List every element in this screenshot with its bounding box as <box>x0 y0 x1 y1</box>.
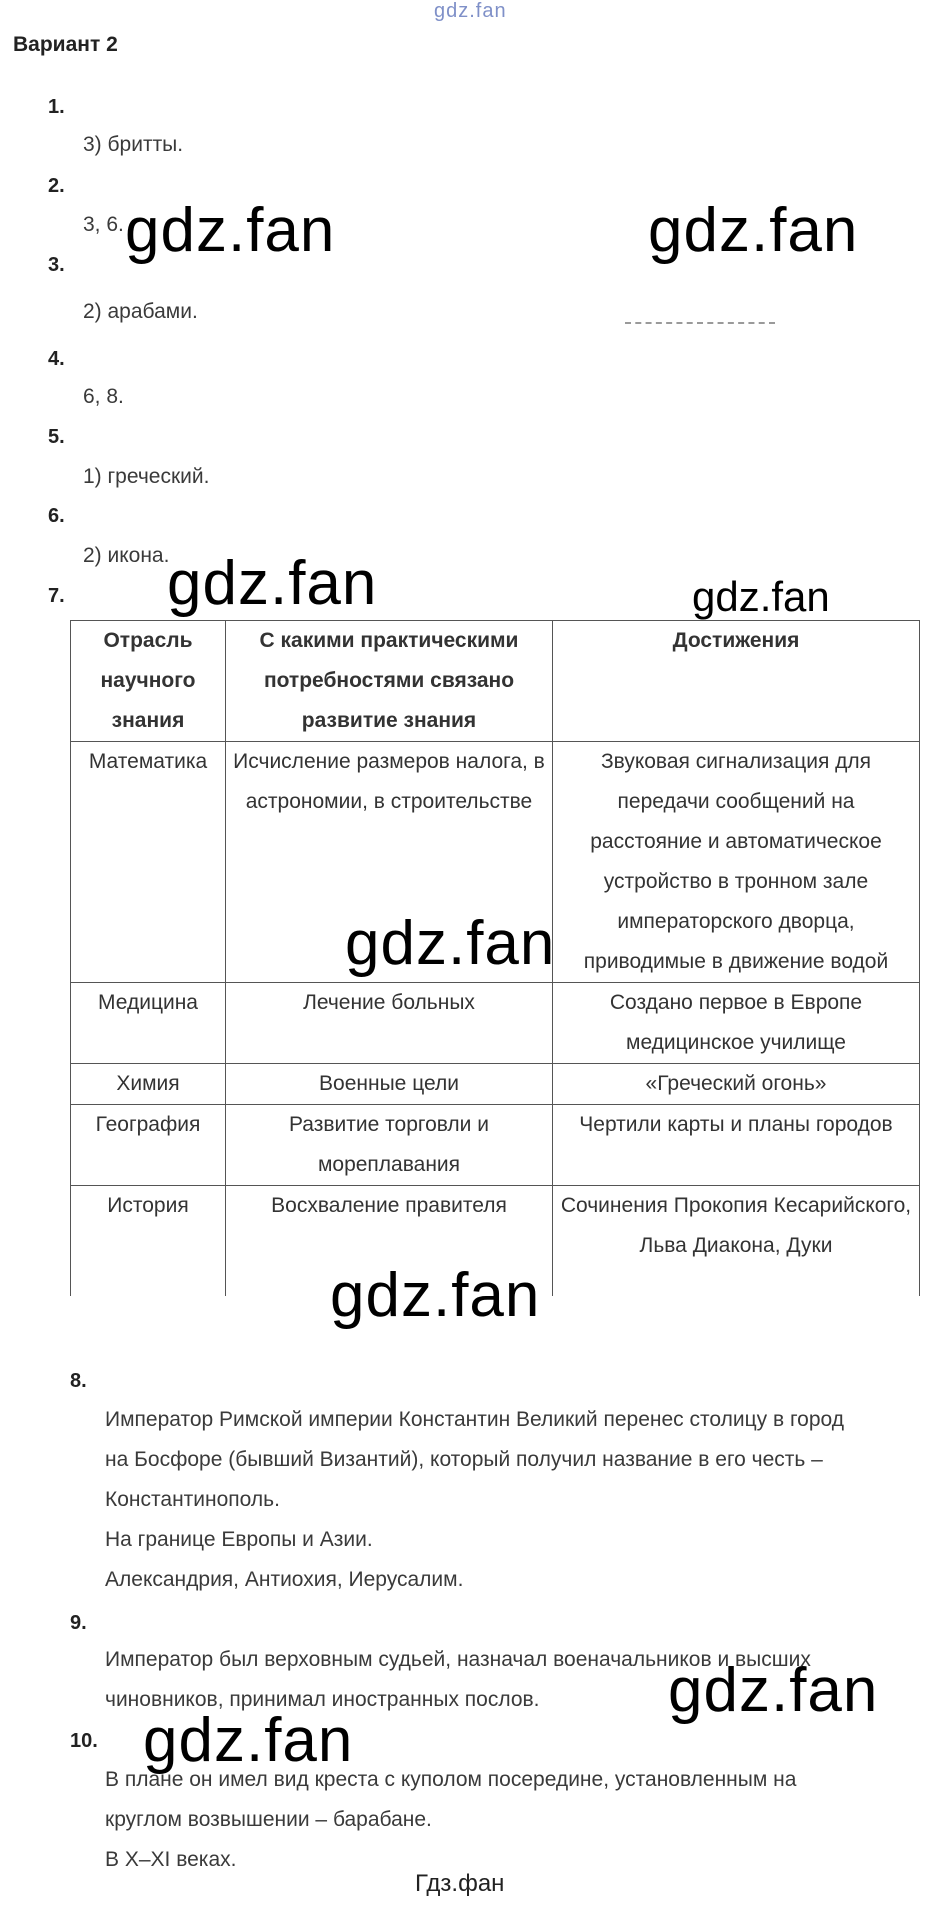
table-cell: География <box>71 1105 226 1186</box>
answer-8-line: Император Римской империи Константин Великий перенес столицу в город <box>105 1408 844 1431</box>
answer-10-line: В X–XI веках. <box>105 1848 237 1871</box>
table-row <box>71 983 920 1064</box>
table-cell: Математика <box>71 742 226 983</box>
answer-8-line: Константинополь. <box>105 1488 280 1511</box>
answer-5-number: 5. <box>48 426 65 448</box>
table-header-cell: С какими практическими потребностями связано развитие знания <box>226 621 553 742</box>
answer-8-line: На границе Европы и Азии. <box>105 1528 373 1551</box>
answer-6-text: 2) икона. <box>83 544 170 567</box>
answer-8-number: 8. <box>70 1370 87 1392</box>
footer-text: Гдз.фан <box>415 1870 505 1897</box>
answer-8-line: на Босфоре (бывший Византий), который получил название в его честь – <box>105 1448 823 1471</box>
table-cell: Сочинения Прокопия Кесарийского, Льва Диакона, Дуки <box>553 1186 920 1296</box>
watermark: gdz.fan <box>692 573 830 620</box>
page-title: Вариант 2 <box>13 33 118 56</box>
table-cell: Исчисление размеров налога, в астрономии, в строительстве <box>226 742 553 983</box>
table-cell: Чертили карты и планы городов <box>553 1105 920 1186</box>
table-cell: Развитие торговли и мореплавания <box>226 1105 553 1186</box>
dashed-line <box>625 322 775 324</box>
table-cell: Военные цели <box>226 1064 553 1105</box>
answer-10-line: В плане он имел вид креста с куполом посередине, установленным на <box>105 1768 797 1791</box>
answer-1-text: 3) бритты. <box>83 133 184 156</box>
answer-6-number: 6. <box>48 505 65 527</box>
watermark: gdz.fan <box>668 1656 879 1725</box>
table-row <box>71 1105 920 1186</box>
table-header-row <box>71 621 920 742</box>
answer-9-line: чиновников, принимал иностранных послов. <box>105 1688 540 1711</box>
table-header-cell: Достижения <box>553 621 920 742</box>
answer-4-number: 4. <box>48 348 65 370</box>
answer-3-text: 2) арабами. <box>83 300 198 323</box>
watermark: gdz.fan <box>167 549 378 618</box>
table-cell: Звуковая сигнализация для передачи сообщений на расстояние и автоматическое устройство в тронном зале императорского дворца, приводимые в движение водой <box>553 742 920 983</box>
table-cell: История <box>71 1186 226 1296</box>
answer-10-line: круглом возвышении – барабане. <box>105 1808 432 1831</box>
table-cell: Химия <box>71 1064 226 1105</box>
watermark: gdz.fan <box>330 1261 541 1330</box>
answer-7-number: 7. <box>48 585 65 607</box>
answer-3-number: 3. <box>48 254 65 276</box>
answer-2-text: 3, 6. <box>83 213 124 236</box>
table-cell: Лечение больных <box>226 983 553 1064</box>
answer-10-number: 10. <box>70 1730 98 1752</box>
table-cell: Медицина <box>71 983 226 1064</box>
answer-4-text: 6, 8. <box>83 385 124 408</box>
watermark: gdz.fan <box>345 909 556 978</box>
answer-5-text: 1) греческий. <box>83 465 210 488</box>
answer-8-line: Александрия, Антиохия, Иерусалим. <box>105 1568 464 1591</box>
table-row <box>71 1064 920 1105</box>
table-cell: Создано первое в Европе медицинское училище <box>553 983 920 1064</box>
watermark: gdz.fan <box>648 196 859 265</box>
top-watermark: gdz.fan <box>434 0 507 22</box>
answer-9-line: Император был верховным судьей, назначал военачальников и высших <box>105 1648 811 1671</box>
watermark: gdz.fan <box>143 1706 354 1775</box>
answer-1-number: 1. <box>48 96 65 118</box>
table-cell: Восхваление правителя <box>226 1186 553 1296</box>
answer-2-number: 2. <box>48 175 65 197</box>
table-header-cell: Отрасль научного знания <box>71 621 226 742</box>
answer-9-number: 9. <box>70 1612 87 1634</box>
watermark: gdz.fan <box>125 196 336 265</box>
table-cell: «Греческий огонь» <box>553 1064 920 1105</box>
